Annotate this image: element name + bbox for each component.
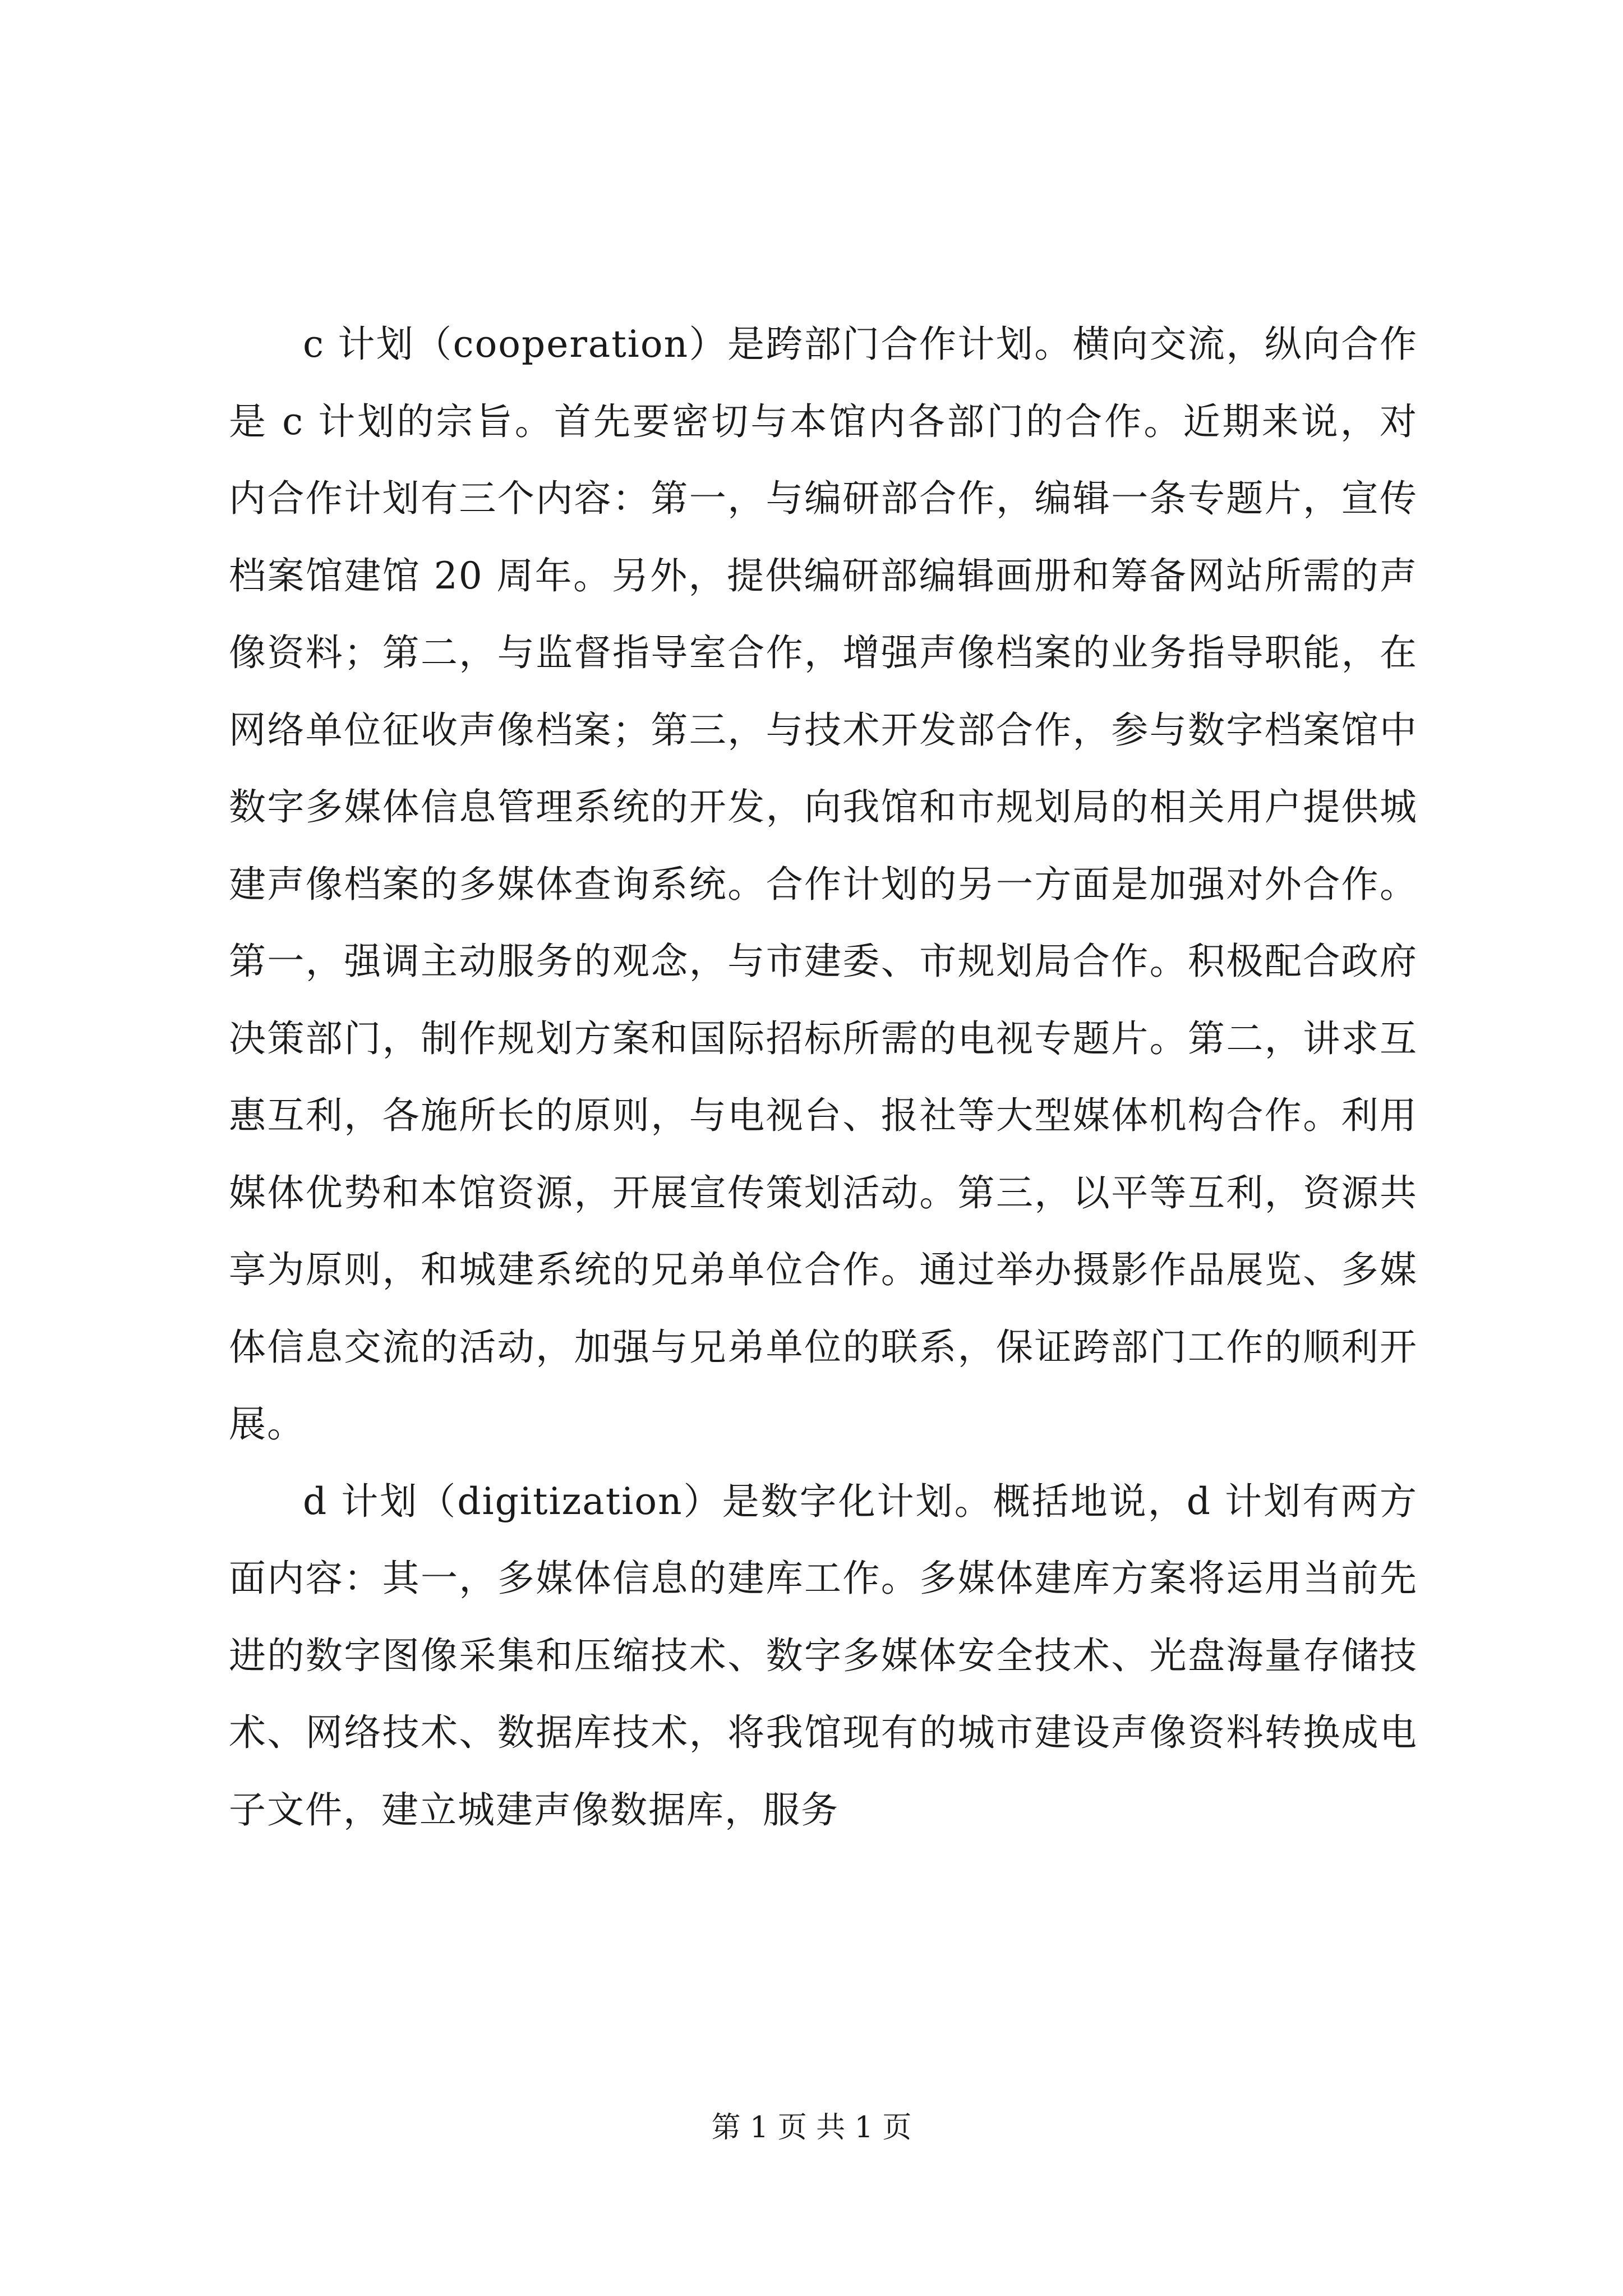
paragraph-d-plan: d 计划（digitization）是数字化计划。概括地说，d 计划有两方面内容：其一，多媒体信息的建库工作。多媒体建库方案将运用当前先进的数字图像采集和压缩技术、数字多媒体安全技术、光盘海量存储技术、网络技术、数据库技术，将我馆现有的城市建设声像资料转换成电子文件，建立城建声像数据库，服务 xyxy=(229,1479,1418,1832)
page-number-footer: 第 1 页 共 1 页 xyxy=(711,2111,912,2145)
paragraph-c-plan: c 计划（cooperation）是跨部门合作计划。横向交流，纵向合作是 c 计划的宗旨。首先要密切与本馆内各部门的合作。近期来说，对内合作计划有三个内容：第一，与编研部合作，编辑一条专题片，宣传档案馆建馆 20 周年。另外，提供编研部编辑画册和筹备网站所需的声像资料；第二，与监督指导室合作，增强声像档案的业务指导职能，在网络单位征收声像档案；第三，与技术开发部合作，参与数字档案馆中数字多媒体信息管理系统的开发，向我馆和市规划局的相关用户提供城建声像档案的多媒体查询系统。合作计划的另一方面是加强对外合作。第一，强调主动服务的观念，与市建委、市规划局合作。积极配合政府决策部门，制作规划方案和国际招标所需的电视专题片。第二，讲求互惠互利，各施所长的原则，与电视台、报社等大型媒体机构合作。利用媒体优势和本馆资源，开展宣传策划活动。第三，以平等互利，资源共享为原则，和城建系统的兄弟单位合作。通过举办摄影作品展览、多媒体信息交流的活动，加强与兄弟单位的联系，保证跨部门工作的顺利开展。 xyxy=(229,323,1418,1446)
document-body xyxy=(229,306,1418,1848)
